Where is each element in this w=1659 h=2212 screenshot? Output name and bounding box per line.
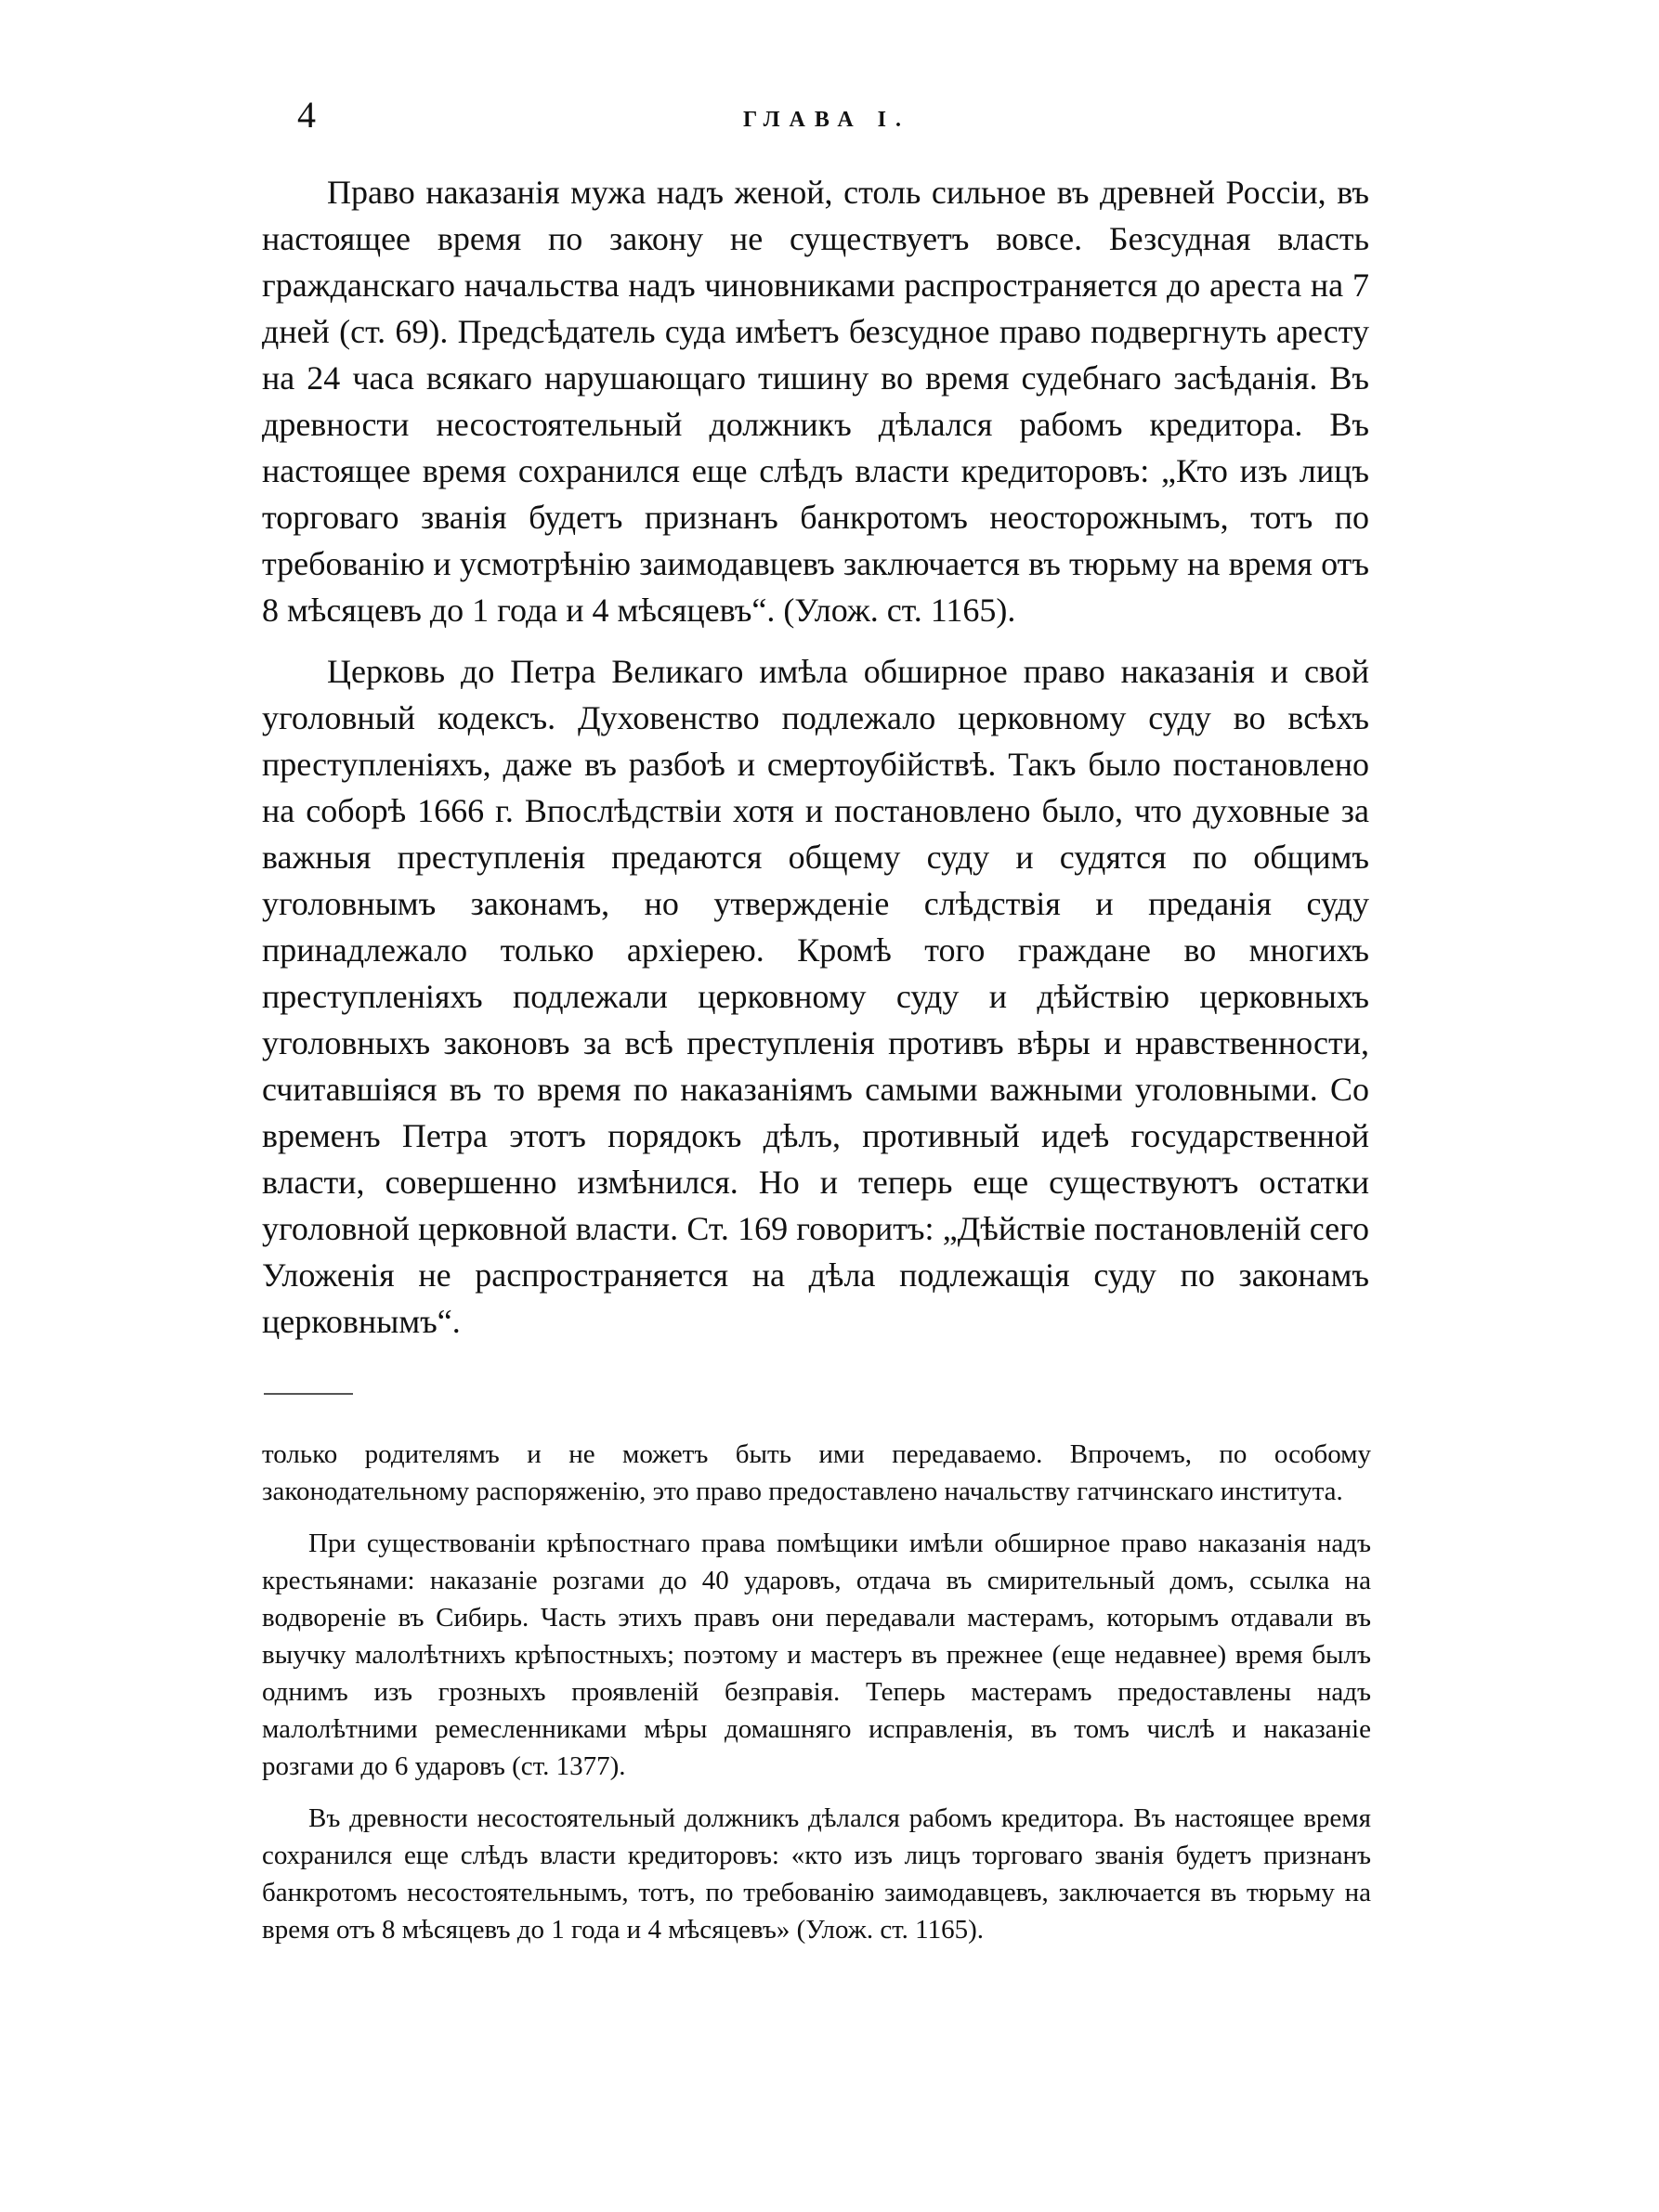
footnote-text (262, 1436, 1371, 1963)
page-number: 4 (297, 94, 316, 136)
main-text (262, 169, 1369, 1360)
footnote-continuation: только родителямъ и не можетъ быть ими передаваемо. Впрочемъ, по особому законодательному распоряженію, это право предоставлено начальству гатчинскаго института. (262, 1439, 1371, 1506)
main-paragraph-1: Право наказанія мужа надъ женой, столь сильное въ древней Россіи, въ настоящее время по закону не существуетъ вовсе. Безсудная власть гражданскаго начальства надъ чиновниками распространяется до ареста на 7 дней (ст. 69). Предсѣдатель суда имѣетъ безсудное право подвергнуть аресту на 24 часа всякаго нарушающаго тишину во время судебнаго засѣданія. Въ древности несостоятельный должникъ дѣлался рабомъ кредитора. Въ настоящее время сохранился еще слѣдъ власти кредиторовъ: „Кто изъ лицъ торговаго званія будетъ признанъ банкротомъ неосторожнымъ, тотъ по требованію и усмотрѣнію заимодавцевъ заключается въ тюрьму на время отъ 8 мѣсяцевъ до 1 года и 4 мѣсяцевъ“. (Улож. ст. 1165). (262, 174, 1369, 629)
footnote-paragraph-2: Въ древности несостоятельный должникъ дѣлался рабомъ кредитора. Въ настоящее время сохранился еще слѣдъ власти кредиторовъ: «кто изъ лицъ торговаго званія будетъ признанъ банкротомъ несостоятельнымъ, тотъ, по требованію заимодавцевъ, заключается въ тюрьму на время отъ 8 мѣсяцевъ до 1 года и 4 мѣсяцевъ» (Улож. ст. 1165). (262, 1803, 1371, 1945)
running-head: ГЛАВА I. (742, 108, 911, 132)
main-paragraph-2: Церковь до Петра Великаго имѣла обширное право наказанія и свой уголовный кодексъ. Духовенство подлежало церковному суду во всѣхъ преступленіяхъ, даже въ разбоѣ и смертоубійствѣ. Такъ было постановлено на соборѣ 1666 г. Впослѣдствіи хотя и постановлено было, что духовные за важныя преступленія предаются общему суду и судятся по общимъ уголовнымъ законамъ, но утвержденіе слѣдствія и преданія суду принадлежало только архіерею. Кромѣ того граждане во многихъ преступленіяхъ подлежали церковному суду и дѣйствію церковныхъ уголовныхъ законовъ за всѣ преступленія противъ вѣры и нравственности, считавшіяся въ то время по наказаніямъ самыми важными уголовными. Со временъ Петра этотъ порядокъ дѣлъ, противный идеѣ государственной власти, совершенно измѣнился. Но и теперь еще существуютъ остатки уголовной церковной власти. Ст. 169 говоритъ: „Дѣйствіе постановленій сего Уложенія не распространяется на дѣла подлежащія суду по законамъ церковнымъ“. (262, 653, 1369, 1340)
footnote-paragraph-1: При существованіи крѣпостнаго права помѣщики имѣли обширное право наказанія надъ крестьянами: наказаніе розгами до 40 ударовъ, отдача въ смирительный домъ, ссылка на водвореніе въ Сибирь. Часть этихъ правъ они передавали мастерамъ, которымъ отдавали въ выучку малолѣтнихъ крѣпостныхъ; поэтому и мастеръ въ прежнее (еще недавнее) время былъ однимъ изъ грозныхъ проявленій безправія. Теперь мастерамъ предоставлены надъ малолѣтними ремесленниками мѣры домашняго исправленія, въ томъ числѣ и наказаніе розгами до 6 ударовъ (ст. 1377). (262, 1529, 1371, 1781)
footnote-rule (264, 1393, 353, 1395)
